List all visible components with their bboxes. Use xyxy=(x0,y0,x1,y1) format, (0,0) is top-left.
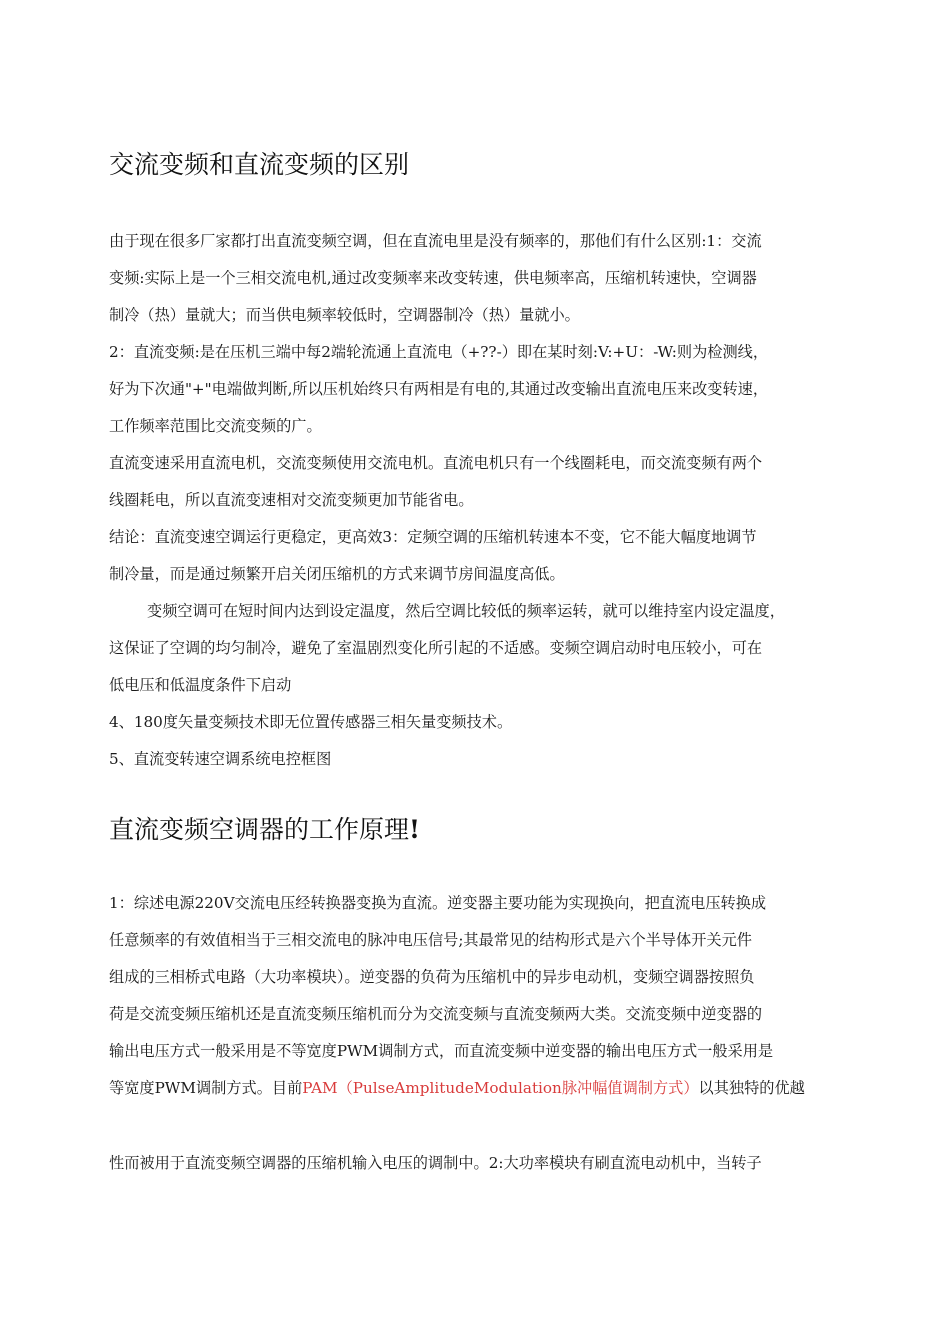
text-line: 变频:实际上是一个三相交流电机,通过改变频率来改变转速，供电频率高，压缩机转速快，空调器 xyxy=(109,269,757,287)
paragraph-conclusion xyxy=(109,519,849,593)
paragraph-overview xyxy=(109,885,849,1107)
text-line: 性而被用于直流变频空调器的压缩机输入电压的调制中。2:大功率模块有刷直流电动机中，当转子 xyxy=(109,1154,762,1172)
paragraph-ac-inverter xyxy=(109,223,849,334)
text-line: 4、180度矢量变频技术即无位置传感器三相矢量变频技术。 xyxy=(109,713,513,731)
section-title-difference: 交流变频和直流变频的区别 xyxy=(109,150,410,179)
paragraph-dc-inverter xyxy=(109,334,849,445)
text-line: 线圈耗电，所以直流变速相对交流变频更加节能省电。 xyxy=(109,491,474,509)
text-line: 组成的三相桥式电路（大功率模块）。逆变器的负荷为压缩机中的异步电动机，变频空调器按照负 xyxy=(109,968,755,986)
text-line-with-highlight xyxy=(109,1070,849,1107)
text-line: 荷是交流变频压缩机还是直流变频压缩机而分为交流变频与直流变频两大类。交流变频中逆变器的 xyxy=(109,1005,763,1023)
text-line: 变频空调可在短时间内达到设定温度，然后空调比较低的频率运转，就可以维持室内设定温度， xyxy=(147,602,785,620)
text-line: 直流变速采用直流电机，交流变频使用交流电机。直流电机只有一个线圈耗电，而交流变频有两个 xyxy=(109,454,763,472)
paragraph-dc-motor xyxy=(109,445,849,519)
section-title-text: 直流变频空调器的工作原理 xyxy=(109,815,410,844)
highlighted-pam-term: PAM（PulseAmplitudeModulation脉冲幅值调制方式） xyxy=(302,1079,699,1097)
text-line: 工作频率范围比交流变频的广。 xyxy=(109,417,322,435)
text-line: 任意频率的有效值相当于三相交流电的脉冲电压信号;其最常见的结构形式是六个半导体开关元件 xyxy=(109,931,752,949)
paragraph-inverter-benefits xyxy=(109,593,849,704)
text-line: 5、直流变转速空调系统电控框图 xyxy=(109,750,332,768)
section-title-principle xyxy=(109,814,420,846)
text-line: 2：直流变频:是在压机三端中每2端轮流通上直流电（+??-）即在某时刻:V:+U：-W:则为检测线， xyxy=(109,343,769,361)
list-item-vector xyxy=(109,704,849,741)
paragraph-continuation xyxy=(109,1145,849,1182)
section-title-mark: ! xyxy=(409,815,420,844)
list-item-block-diagram xyxy=(109,741,849,778)
text-line: 1：综述电源220V交流电压经转换器变换为直流。逆变器主要功能为实现换向，把直流电压转换成 xyxy=(109,894,767,912)
text-line: 制冷（热）量就大；而当供电频率较低时，空调器制冷（热）量就小。 xyxy=(109,306,580,324)
text-segment: 等宽度PWM调制方式。目前 xyxy=(109,1079,303,1097)
text-line: 结论：直流变速空调运行更稳定，更高效3：定频空调的压缩机转速本不变，它不能大幅度地调节 xyxy=(109,528,757,546)
text-line: 这保证了空调的均匀制冷，避免了室温剧烈变化所引起的不适感。变频空调启动时电压较小，可在 xyxy=(109,639,763,657)
text-line: 由于现在很多厂家都打出直流变频空调，但在直流电里是没有频率的，那他们有什么区别:1：交流 xyxy=(109,232,762,250)
text-line: 好为下次通"+"电端做判断,所以压机始终只有两相是有电的,其通过改变输出直流电压来改变转速， xyxy=(109,380,769,398)
text-line: 低电压和低温度条件下启动 xyxy=(109,676,292,694)
text-line: 输出电压方式一般采用是不等宽度PWM调制方式，而直流变频中逆变器的输出电压方式一般采用是 xyxy=(109,1042,774,1060)
text-line: 制冷量，而是通过频繁开启关闭压缩机的方式来调节房间温度高低。 xyxy=(109,565,565,583)
text-segment: 以其独特的优越 xyxy=(698,1079,805,1097)
